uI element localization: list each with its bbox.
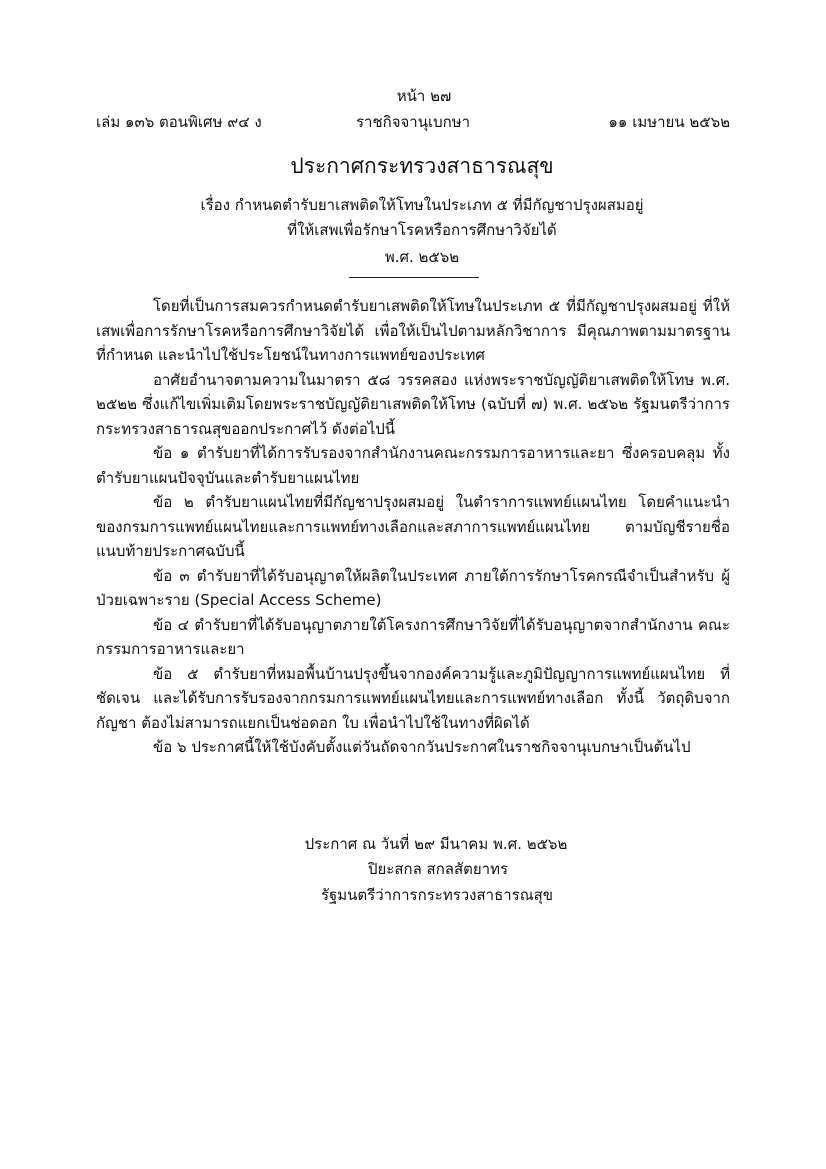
publication-date: ๑๑ เมษายน ๒๕๖๒ (608, 113, 730, 131)
signatory-position: รัฐมนตรีว่าการกระทรวงสาธารณสุข (320, 886, 554, 904)
paragraph-authority: อาศัยอำนาจตามความในมาตรา ๕๘ วรรคสอง แห่งพระราชบัญญัติยาเสพติดให้โทษ พ.ศ. ๒๕๒๒ ซึ่งแก้ไขเพิ่มเติมโดยพระราชบัญญัติยาเสพติดให้โทษ (ฉบับที่ ๗) พ.ศ. ๒๕๖๒ รัฐมนตรีว่าการกระทรวงสาธารณสุขออกประกาศไว้ ดังต่อไปนี้ (96, 370, 730, 438)
announcement-year: พ.ศ. ๒๕๖๒ (384, 248, 460, 266)
subject-line-1: เรื่อง กำหนดตำรับยาเสพติดให้โทษในประเภท ๕ ที่มีกัญชาปรุงผสมอยู่ (200, 196, 644, 214)
signatory-name: ปิยะสกล สกลสัตยาทร (367, 860, 509, 878)
clause-6: ข้อ ๖ ประกาศนี้ให้ใช้บังคับตั้งแต่วันถัดจากวันประกาศในราชกิจจานุเบกษาเป็นต้นไป (153, 738, 691, 756)
clause-1: ข้อ ๑ ตำรับยาที่ได้การรับรองจากสำนักงานคณะกรรมการอาหารและยา ซึ่งครอบคลุม ทั้งตำรับยาแผนปัจจุบันและตำรับยาแผนไทย (96, 444, 730, 487)
paragraph-preamble: โดยที่เป็นการสมควรกำหนดตำรับยาเสพติดให้โทษในประเภท ๕ ที่มีกัญชาปรุงผสมอยู่ ที่ให้เสพเพื่อการรักษาโรคหรือการศึกษาวิจัยได้ เพื่อให้เป็นไปตามหลักวิชาการ มีคุณภาพตามมาตรฐาน ที่กำหนด และนำไปใช้ประโยชน์ในทางการแพทย์ของประเทศ (96, 297, 730, 364)
announced-date: ประกาศ ณ วันที่ ๒๙ มีนาคม พ.ศ. ๒๕๖๒ (304, 835, 568, 853)
clause-4: ข้อ ๔ ตำรับยาที่ได้รับอนุญาตภายใต้โครงการศึกษาวิจัยที่ได้รับอนุญาตจากสำนักงาน คณะกรรมการอาหารและยา (96, 615, 730, 658)
volume-issue: เล่ม ๑๓๖ ตอนพิเศษ ๙๔ ง (96, 113, 262, 131)
gazette-name: ราชกิจจานุเบกษา (355, 113, 471, 131)
page-number: หน้า ๒๗ (396, 87, 452, 105)
clause-3: ข้อ ๓ ตำรับยาที่ได้รับอนุญาตให้ผลิตในประเทศ ภายใต้การรักษาโรคกรณีจำเป็นสำหรับ ผู้ป่วยเฉพาะราย (Special Access Scheme) (96, 566, 730, 609)
announcement-title: ประกาศกระทรวงสาธารณสุข (290, 154, 554, 178)
clause-2: ข้อ ๒ ตำรับยาแผนไทยที่มีกัญชาปรุงผสมอยู่ ในตำราการแพทย์แผนไทย โดยคำแนะนำ ของกรมการแพทย์แผนไทยและการแพทย์ทางเลือกและสภาการแพทย์แผนไทย ตามบัญชีรายชื่อ แนบท้ายประกาศฉบับนี้ (96, 493, 730, 560)
announcement-body (96, 294, 730, 760)
subject-line-2: ที่ให้เสพเพื่อรักษาโรคหรือการศึกษาวิจัยได้ (287, 221, 557, 239)
title-divider (349, 277, 479, 278)
clause-5: ข้อ ๕ ตำรับยาที่หมอพื้นบ้านปรุงขึ้นจากองค์ความรู้และภูมิปัญญาการแพทย์แผนไทย ที่ชัดเจน และได้รับการรับรองจากกรมการแพทย์แผนไทยและการแพทย์ทางเลือก ทั้งนี้ วัตถุดิบจากกัญชา ต้องไม่สามารถแยกเป็นช่อดอก ใบ เพื่อนำไปใช้ในทางที่ผิดได้ (96, 664, 730, 732)
